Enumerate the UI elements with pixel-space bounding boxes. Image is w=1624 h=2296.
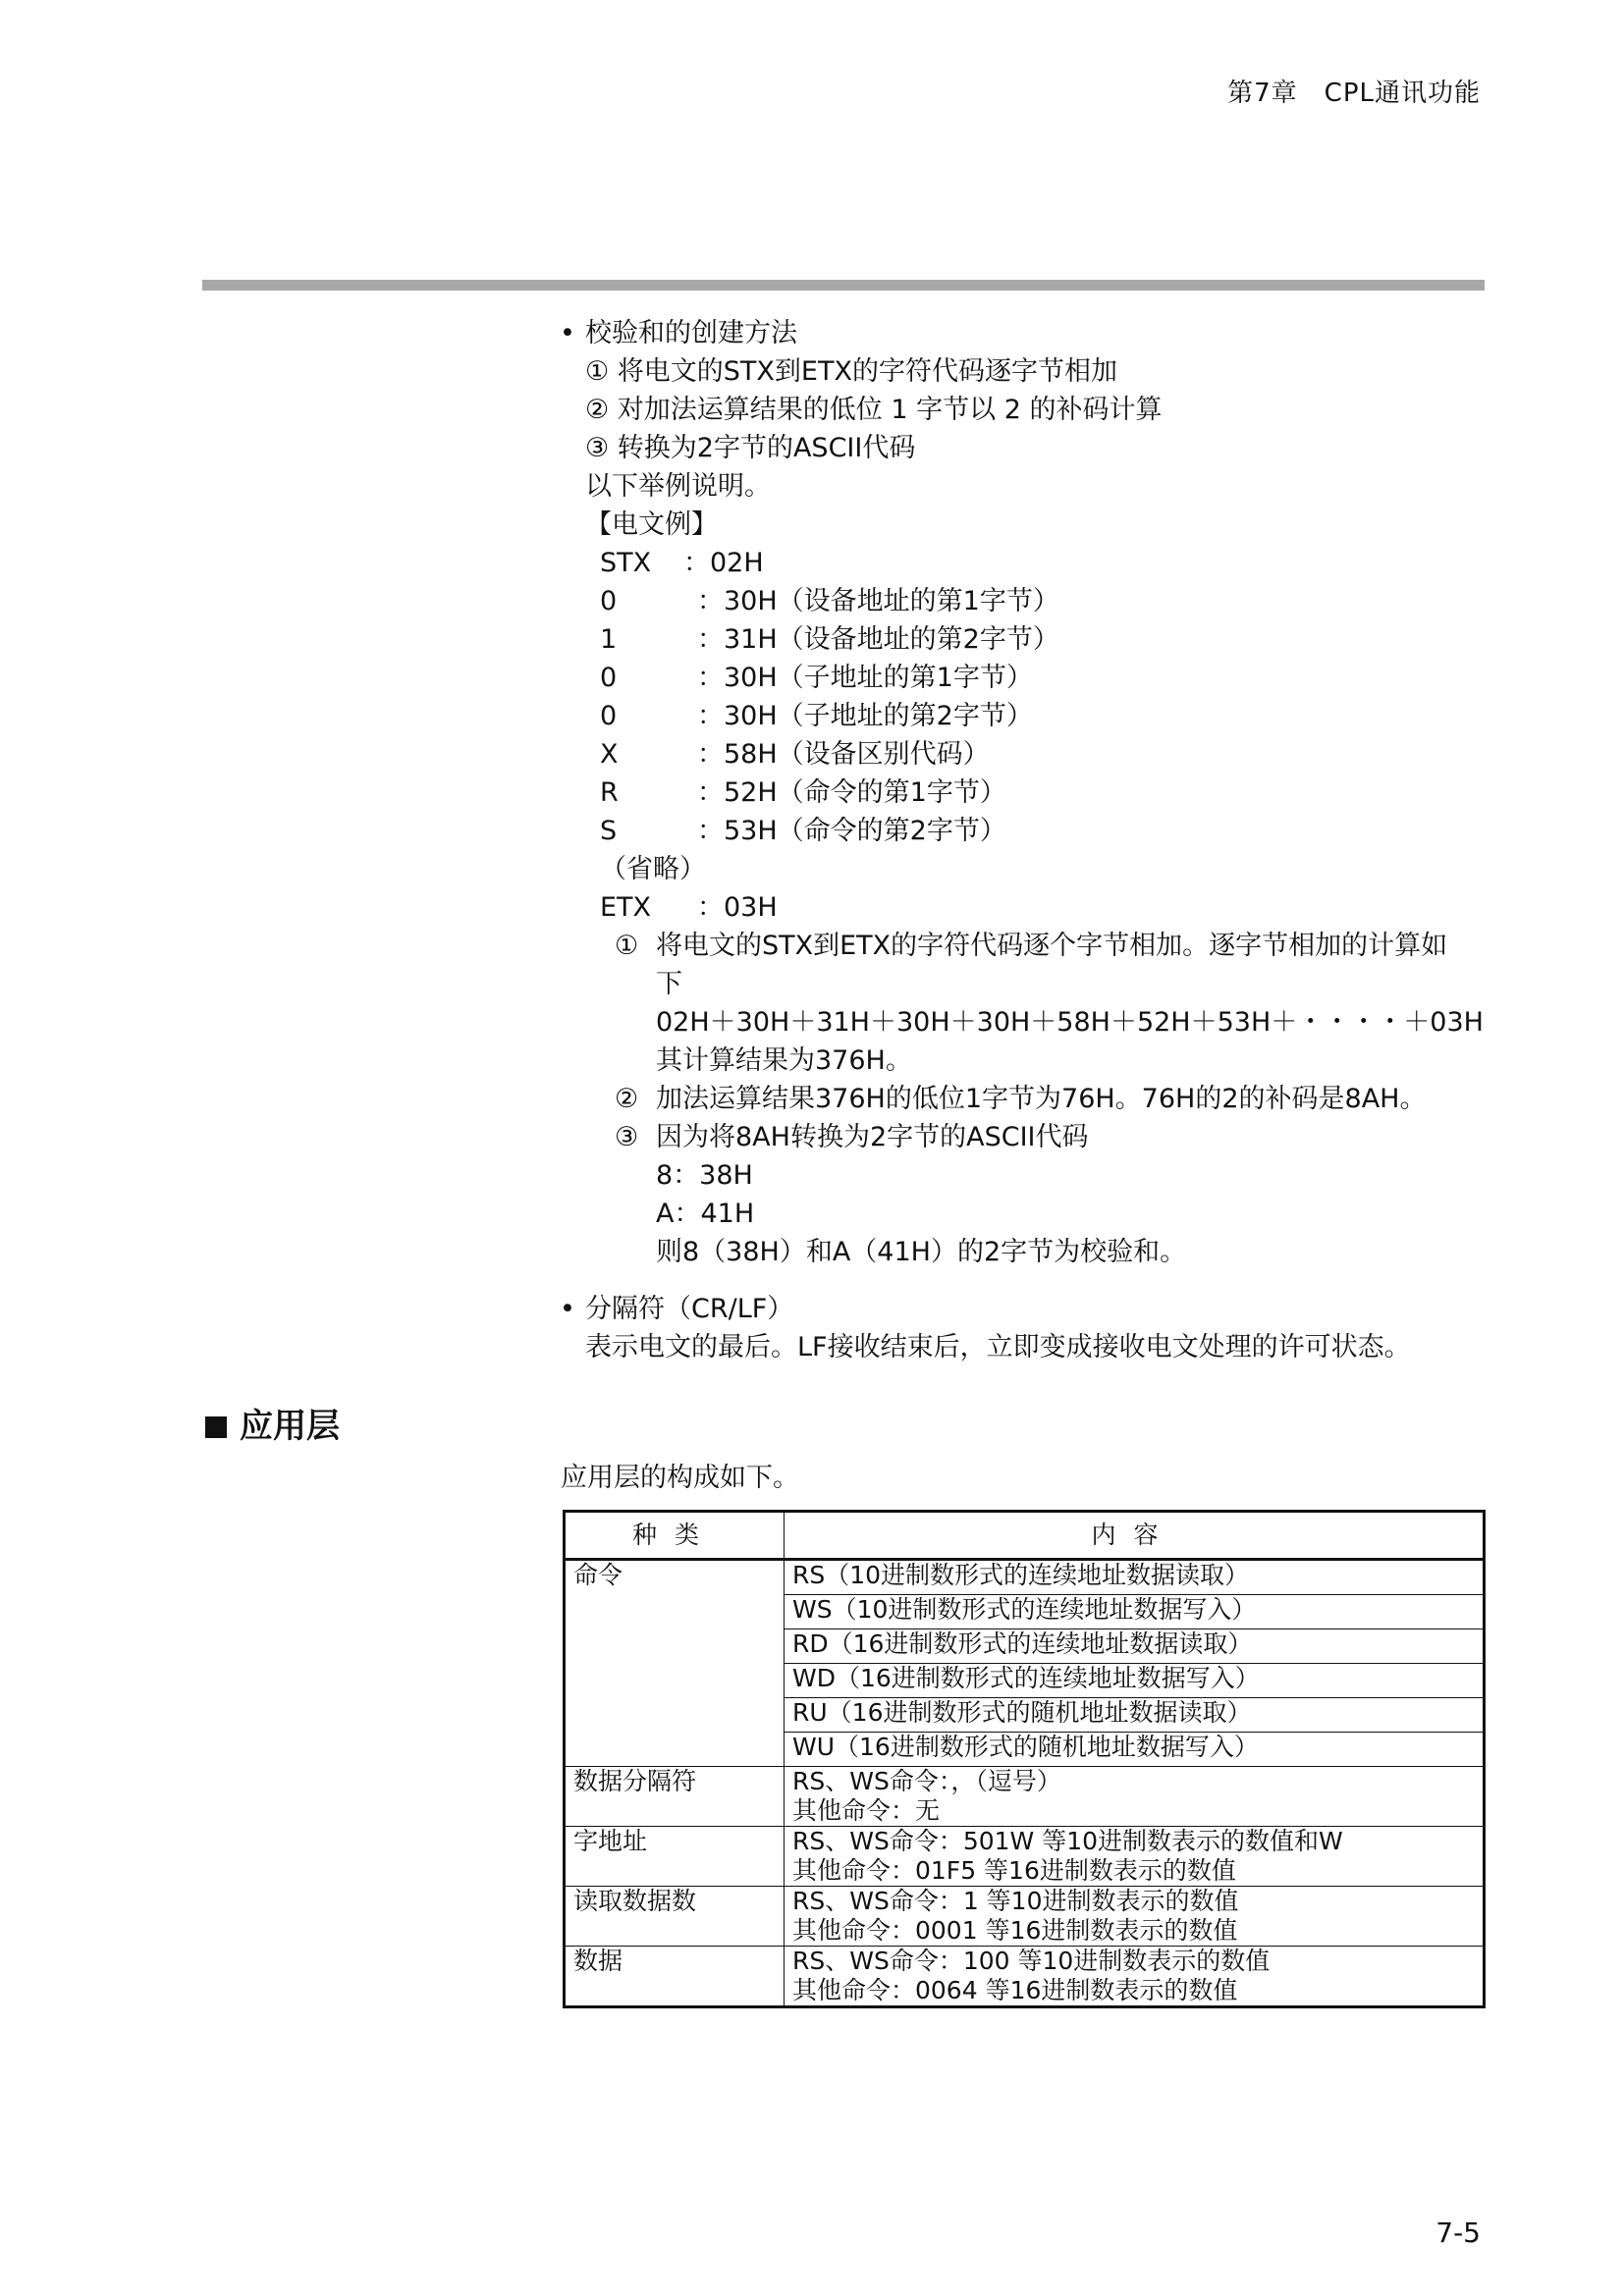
checksum-step-1: ① 将电文的STX到ETX的字符代码逐字节相加 bbox=[585, 356, 1117, 387]
example-char: STX bbox=[600, 548, 652, 578]
example-title: 【电文例】 bbox=[585, 509, 718, 540]
content-cell bbox=[785, 1887, 1485, 1947]
table-row bbox=[565, 1827, 1485, 1887]
example-value: ：58H（设备区别代码） bbox=[697, 739, 990, 770]
content-cell bbox=[785, 1767, 1485, 1827]
command-cell: WU（16进制数形式的随机地址数据写入） bbox=[785, 1733, 1485, 1767]
kind-cell: 数据 bbox=[565, 1947, 785, 2007]
step-2-text: 加法运算结果376H的低位1字节为76H。76H的2的补码是8AH。 bbox=[656, 1084, 1427, 1114]
step-1-text-cont: 下 bbox=[656, 969, 682, 999]
table-header-row bbox=[565, 1512, 1485, 1560]
header-content: 内容 bbox=[785, 1512, 1485, 1560]
content-cell bbox=[785, 1827, 1485, 1887]
step-marker-2: ② bbox=[615, 1084, 639, 1114]
table-row bbox=[565, 1767, 1485, 1827]
chapter-header: 第7章 CPL通讯功能 bbox=[1227, 79, 1481, 108]
step-3-text: 因为将8AH转换为2字节的ASCII代码 bbox=[656, 1122, 1089, 1152]
step-1-result: 其计算结果为376H。 bbox=[656, 1045, 912, 1076]
table-row bbox=[565, 1560, 1485, 1595]
bullet-checksum: • bbox=[560, 318, 575, 348]
content-line: 其他命令：01F5 等16进制数表示的数值 bbox=[792, 1856, 1236, 1885]
example-value: ：02H bbox=[683, 548, 764, 578]
bullet-delimiter: • bbox=[560, 1294, 575, 1324]
example-value: ：03H bbox=[697, 892, 778, 923]
example-intro: 以下举例说明。 bbox=[585, 471, 771, 502]
section-title: 应用层 bbox=[240, 1407, 340, 1446]
content-line: RS、WS命令：1 等10进制数表示的数值 bbox=[792, 1887, 1239, 1915]
checksum-step-2: ② 对加法运算结果的低位 1 字节以 2 的补码计算 bbox=[585, 395, 1163, 425]
page-number: 7-5 bbox=[1435, 2216, 1481, 2249]
content-line: RS、WS命令：100 等10进制数表示的数值 bbox=[792, 1947, 1271, 1975]
header-rule bbox=[202, 280, 1485, 291]
content-cell bbox=[785, 1947, 1485, 2007]
step-3-conclusion: 则8（38H）和A（41H）的2字节为校验和。 bbox=[656, 1237, 1187, 1267]
example-char: S bbox=[600, 816, 618, 846]
example-value: ：30H（设备地址的第1字节） bbox=[697, 586, 1059, 616]
example-value: ：30H（子地址的第1字节） bbox=[697, 663, 1033, 693]
example-omitted: （省略） bbox=[600, 854, 706, 884]
content-line: 其他命令：无 bbox=[792, 1796, 941, 1825]
delimiter-title: 分隔符（CR/LF） bbox=[585, 1294, 794, 1324]
step-3-ascii-8: 8：38H bbox=[656, 1160, 753, 1191]
kind-cell: 数据分隔符 bbox=[565, 1767, 785, 1827]
kind-cell: 读取数据数 bbox=[565, 1887, 785, 1947]
content-line: RS、WS命令：501W 等10进制数表示的数值和W bbox=[792, 1827, 1343, 1855]
example-char: ETX bbox=[600, 892, 652, 923]
table-row bbox=[565, 1947, 1485, 2007]
content-line: RS、WS命令：，（逗号） bbox=[792, 1767, 1061, 1795]
command-cell: WS（10进制数形式的连续地址数据写入） bbox=[785, 1595, 1485, 1629]
section-square-icon bbox=[205, 1416, 227, 1438]
example-char: 0 bbox=[600, 701, 618, 731]
step-1-text: 将电文的STX到ETX的字符代码逐个字节相加。逐字节相加的计算如 bbox=[656, 931, 1448, 961]
step-1-sum: 02H＋30H＋31H＋30H＋30H＋58H＋52H＋53H＋・・・・＋03H bbox=[656, 1007, 1484, 1038]
example-value: ：53H（命令的第2字节） bbox=[697, 816, 1006, 846]
example-char: X bbox=[600, 739, 619, 770]
checksum-title: 校验和的创建方法 bbox=[585, 318, 797, 348]
table-row bbox=[565, 1887, 1485, 1947]
example-value: ：52H（命令的第1字节） bbox=[697, 777, 1006, 808]
command-cell: RD（16进制数形式的连续地址数据读取） bbox=[785, 1629, 1485, 1664]
command-cell: WD（16进制数形式的连续地址数据写入） bbox=[785, 1664, 1485, 1698]
checksum-step-3: ③ 转换为2字节的ASCII代码 bbox=[585, 433, 916, 463]
command-cell: RU（16进制数形式的随机地址数据读取） bbox=[785, 1698, 1485, 1733]
app-layer-table bbox=[563, 1510, 1486, 2008]
content-line: 其他命令：0001 等16进制数表示的数值 bbox=[792, 1916, 1238, 1945]
example-value: ：30H（子地址的第2字节） bbox=[697, 701, 1033, 731]
delimiter-text: 表示电文的最后。LF接收结束后，立即变成接收电文处理的许可状态。 bbox=[585, 1332, 1411, 1362]
kind-cell: 命令 bbox=[565, 1560, 785, 1767]
step-marker-1: ① bbox=[615, 931, 639, 961]
example-char: 0 bbox=[600, 663, 618, 693]
command-cell: RS（10进制数形式的连续地址数据读取） bbox=[785, 1560, 1485, 1595]
header-kind: 种类 bbox=[565, 1512, 785, 1560]
example-char: 0 bbox=[600, 586, 618, 616]
step-3-ascii-a: A：41H bbox=[656, 1199, 755, 1229]
example-char: 1 bbox=[600, 624, 618, 655]
example-value: ：31H（设备地址的第2字节） bbox=[697, 624, 1059, 655]
example-char: R bbox=[600, 777, 619, 808]
app-layer-intro: 应用层的构成如下。 bbox=[561, 1463, 799, 1493]
step-marker-3: ③ bbox=[615, 1122, 639, 1152]
kind-cell: 字地址 bbox=[565, 1827, 785, 1887]
content-line: 其他命令：0064 等16进制数表示的数值 bbox=[792, 1976, 1238, 2004]
